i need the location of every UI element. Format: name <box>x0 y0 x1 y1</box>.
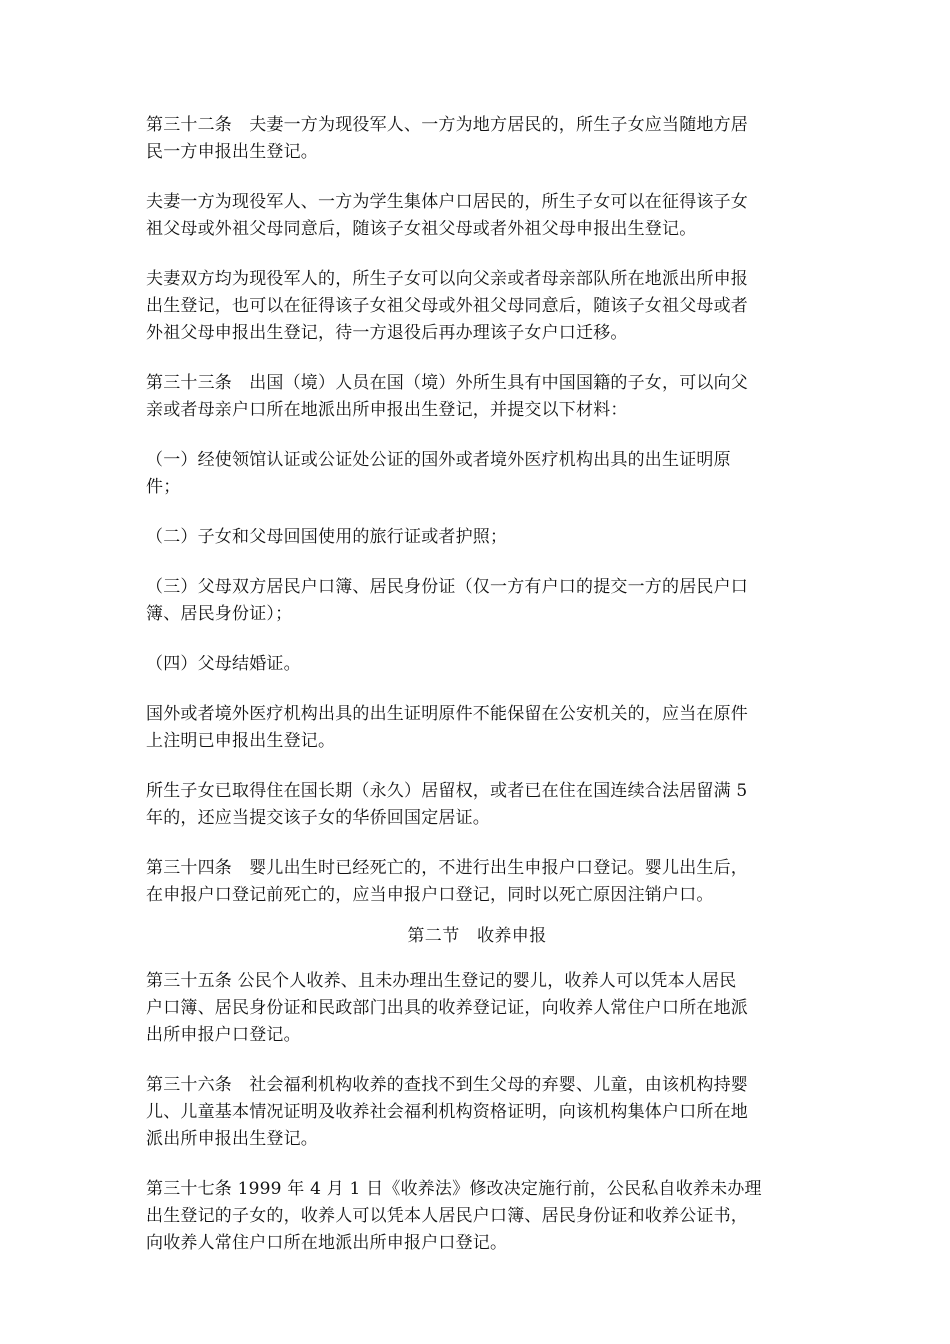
line: 第三十二条 夫妻一方为现役军人、一方为地方居民的，所生子女应当随地方居 <box>146 115 748 135</box>
line: 第三十六条 社会福利机构收养的查找不到生父母的弃婴、儿童，由该机构持婴 <box>146 1075 748 1095</box>
line: 国外或者境外医疗机构出具的出生证明原件不能保留在公安机关的，应当在原件 <box>146 704 748 724</box>
line: （四）父母结婚证。 <box>146 654 301 674</box>
line: 亲或者母亲户口所在地派出所申报出生登记，并提交以下材料： <box>146 400 628 420</box>
paragraph-article-35 <box>146 968 808 1049</box>
line: （三）父母双方居民户口簿、居民身份证（仅一方有户口的提交一方的居民户口 <box>146 577 748 597</box>
line: 年的，还应当提交该子女的华侨回国定居证。 <box>146 808 490 828</box>
paragraph-student-household <box>146 189 808 243</box>
list-item-1 <box>146 447 808 501</box>
line: 上注明已申报出生登记。 <box>146 731 336 751</box>
line: 派出所申报出生登记。 <box>146 1129 318 1149</box>
line: 出所申报户口登记。 <box>146 1025 301 1045</box>
paragraph-article-33 <box>146 370 808 424</box>
line: 簿、居民身份证）； <box>146 604 293 624</box>
paragraph-residence-right <box>146 778 808 832</box>
line: 祖父母或外祖父母同意后，随该子女祖父母或者外祖父母申报出生登记。 <box>146 219 697 239</box>
paragraph-article-34 <box>146 855 808 909</box>
paragraph-certificate-retention <box>146 701 808 755</box>
line: 件； <box>146 477 181 497</box>
line: 户口簿、居民身份证和民政部门出具的收养登记证，向收养人常住户口所在地派 <box>146 998 748 1018</box>
line: 外祖父母申报出生登记，待一方退役后再办理该子女户口迁移。 <box>146 323 628 343</box>
line: 第三十三条 出国（境）人员在国（境）外所生具有中国国籍的子女，可以向父 <box>146 373 748 393</box>
section-title: 第二节 收养申报 <box>407 926 547 946</box>
paragraph-article-32 <box>146 112 808 166</box>
line: （二）子女和父母回国使用的旅行证或者护照； <box>146 527 508 547</box>
paragraph-article-37 <box>146 1176 808 1257</box>
line: 出生登记，也可以在征得该子女祖父母或外祖父母同意后，随该子女祖父母或者 <box>146 296 748 316</box>
line: 所生子女已取得住在国长期（永久）居留权，或者已在住在国连续合法居留满 5 <box>146 781 748 801</box>
line: 第三十五条 公民个人收养、且未办理出生登记的婴儿，收养人可以凭本人居民 <box>146 971 737 991</box>
paragraph-both-military <box>146 266 808 347</box>
line: （一）经使领馆认证或公证处公证的国外或者境外医疗机构出具的出生证明原 <box>146 450 731 470</box>
line: 民一方申报出生登记。 <box>146 142 318 162</box>
line: 第三十七条 1999 年 4 月 1 日《收养法》修改决定施行前，公民私自收养未办理 <box>146 1179 762 1199</box>
line: 第三十四条 婴儿出生时已经死亡的，不进行出生申报户口登记。婴儿出生后， <box>146 858 748 878</box>
line: 向收养人常住户口所在地派出所申报户口登记。 <box>146 1233 508 1253</box>
line: 夫妻一方为现役军人、一方为学生集体户口居民的，所生子女可以在征得该子女 <box>146 192 748 212</box>
document-body <box>146 112 808 1257</box>
line: 出生登记的子女的，收养人可以凭本人居民户口簿、居民身份证和收养公证书， <box>146 1206 748 1226</box>
list-item-4 <box>146 651 808 678</box>
paragraph-article-36 <box>146 1072 808 1153</box>
line: 在申报户口登记前死亡的，应当申报户口登记，同时以死亡原因注销户口。 <box>146 885 714 905</box>
line: 儿、儿童基本情况证明及收养社会福利机构资格证明，向该机构集体户口所在地 <box>146 1102 748 1122</box>
list-item-2 <box>146 524 808 551</box>
list-item-3 <box>146 574 808 628</box>
line: 夫妻双方均为现役军人的，所生子女可以向父亲或者母亲部队所在地派出所申报 <box>146 269 748 289</box>
